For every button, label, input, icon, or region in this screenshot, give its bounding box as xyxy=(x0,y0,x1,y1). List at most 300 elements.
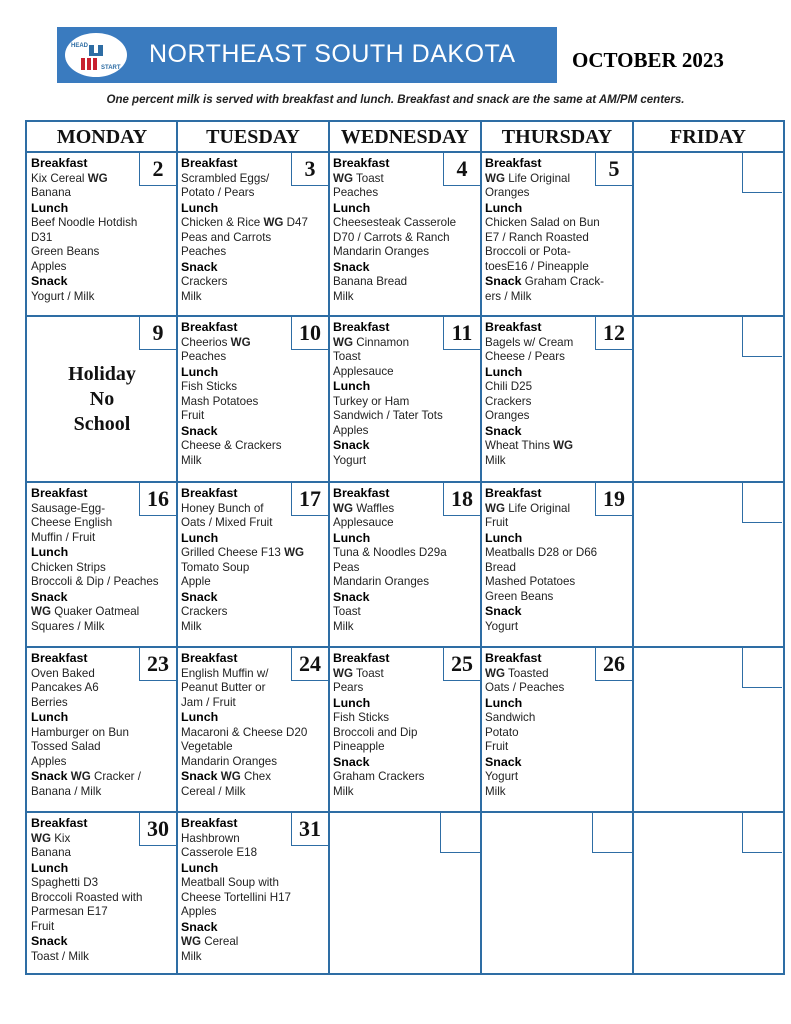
menu-line xyxy=(485,216,630,231)
menu-segment: Banana Bread xyxy=(333,275,408,288)
day-number: 30 xyxy=(139,813,176,846)
meal-heading: Lunch xyxy=(31,200,69,215)
menu-line xyxy=(485,486,630,502)
menu-line xyxy=(485,320,630,336)
menu-segment: Banana / Milk xyxy=(31,784,102,798)
meal-heading: Lunch xyxy=(485,364,523,379)
menu-segment: Fruit xyxy=(181,409,205,422)
meal-heading: Breakfast xyxy=(333,320,390,334)
menu-line xyxy=(31,920,174,935)
menu-line xyxy=(181,710,326,726)
menu-line xyxy=(181,156,326,172)
menu-line xyxy=(31,531,174,546)
menu-segment: Milk xyxy=(485,453,506,467)
menu-segment: Milk xyxy=(181,949,202,963)
menu-line xyxy=(485,516,630,531)
day-number: 4 xyxy=(443,153,480,186)
menu-line xyxy=(181,816,326,832)
empty-date-box xyxy=(592,813,632,853)
menu-line xyxy=(333,651,478,667)
menu-line xyxy=(485,409,630,424)
menu-segment: Cheese English xyxy=(31,516,113,529)
menu-segment: Grilled Cheese F13 xyxy=(181,546,285,559)
empty-date-box xyxy=(742,153,782,193)
menu-line xyxy=(485,290,630,305)
menu-line xyxy=(31,260,174,275)
day-number: 17 xyxy=(291,483,328,516)
menu-line xyxy=(333,681,478,696)
menu-line xyxy=(485,785,630,800)
menu-line xyxy=(31,216,174,231)
menu-line xyxy=(181,275,326,290)
menu-text xyxy=(181,156,326,304)
day-cell xyxy=(178,483,328,646)
menu-segment: Oats / Peaches xyxy=(485,681,565,694)
menu-text xyxy=(181,320,326,468)
menu-line xyxy=(181,891,326,906)
menu-line xyxy=(485,260,630,275)
menu-line xyxy=(31,755,174,770)
menu-text xyxy=(333,320,478,468)
meal-heading: Snack xyxy=(31,274,68,288)
whole-grain-tag: WG xyxy=(87,171,108,185)
menu-segment: Cheese Tortellini H17 xyxy=(181,890,291,904)
day-cell xyxy=(482,483,632,646)
day-number: 19 xyxy=(595,483,632,516)
menu-segment: Tuna & Noodles D29a xyxy=(333,546,447,559)
menu-text xyxy=(333,486,478,634)
menu-line xyxy=(485,231,630,246)
menu-segment: Cereal / Milk xyxy=(181,784,246,798)
whole-grain-tag: WG xyxy=(333,501,353,515)
menu-line xyxy=(181,726,326,741)
day-cell xyxy=(330,813,480,972)
menu-segment: Wheat Thins xyxy=(485,439,554,452)
menu-segment: Milk xyxy=(485,784,506,798)
whole-grain-tag: WG xyxy=(70,770,91,783)
menu-segment: Berries xyxy=(31,695,68,709)
menu-segment: Milk xyxy=(181,289,202,303)
menu-line xyxy=(31,832,174,847)
menu-line xyxy=(31,231,174,246)
meal-heading: Snack xyxy=(31,589,68,604)
meal-heading: Snack xyxy=(333,259,370,274)
menu-line xyxy=(485,651,630,667)
meal-heading: Breakfast xyxy=(333,651,390,665)
menu-line xyxy=(181,620,326,635)
menu-segment: Oats / Mixed Fruit xyxy=(181,516,273,529)
menu-segment: Graham Crack- xyxy=(521,275,604,288)
meal-heading: Lunch xyxy=(333,530,371,545)
meal-heading: Snack xyxy=(333,589,370,604)
menu-segment: Peanut Butter or xyxy=(181,681,266,694)
meal-heading: Snack xyxy=(333,438,370,452)
whole-grain-tag: WG xyxy=(333,666,353,680)
meal-heading: Breakfast xyxy=(333,486,390,500)
menu-segment: Apples xyxy=(31,754,67,768)
menu-line xyxy=(485,590,630,605)
day-cell xyxy=(330,153,480,315)
menu-line xyxy=(485,740,630,755)
holiday-line: Holiday xyxy=(68,363,136,385)
menu-segment: Tomato Soup xyxy=(181,560,250,574)
menu-line xyxy=(181,769,326,785)
day-header-friday: FRIDAY xyxy=(670,125,746,148)
menu-segment: Banana xyxy=(31,186,71,199)
whole-grain-tag: WG xyxy=(220,770,241,783)
menu-segment: Apple xyxy=(181,575,211,588)
menu-segment: Bagels w/ Cream xyxy=(485,335,574,349)
menu-segment: Broccoli and Dip xyxy=(333,725,418,739)
menu-line xyxy=(485,380,630,395)
menu-segment: Chicken & Rice xyxy=(181,216,264,229)
menu-segment: Yogurt xyxy=(333,453,367,467)
whole-grain-tag: WG xyxy=(284,546,305,559)
menu-line xyxy=(181,486,326,502)
menu-segment: Mashed Potatoes xyxy=(485,575,576,588)
menu-segment: Life Original xyxy=(504,171,571,185)
meal-heading: Snack xyxy=(181,919,218,934)
menu-segment: Crackers xyxy=(485,394,532,408)
menu-segment: Oranges xyxy=(485,186,530,199)
menu-line xyxy=(181,575,326,590)
menu-line xyxy=(333,696,478,712)
menu-line xyxy=(485,711,630,726)
day-number: 3 xyxy=(291,153,328,186)
menu-text xyxy=(485,320,630,468)
empty-date-box xyxy=(742,317,782,357)
meal-heading: Breakfast xyxy=(181,486,238,500)
menu-line xyxy=(333,711,478,726)
meal-heading: Snack xyxy=(485,754,522,769)
menu-segment: Jam / Fruit xyxy=(181,695,236,709)
menu-segment: Sandwich / Tater Tots xyxy=(333,409,443,422)
meal-heading: Snack xyxy=(181,589,218,604)
day-number: 5 xyxy=(595,153,632,186)
menu-segment: Toast xyxy=(352,171,384,185)
menu-line xyxy=(485,439,630,454)
whole-grain-tag: WG xyxy=(485,666,505,680)
menu-segment: Oven Baked xyxy=(31,666,95,680)
menu-segment: E7 / Ranch Roasted xyxy=(485,230,589,244)
meal-heading: Lunch xyxy=(31,710,69,724)
day-header-thursday: THURSDAY xyxy=(501,125,613,148)
menu-line xyxy=(333,726,478,741)
menu-line xyxy=(485,575,630,590)
menu-line xyxy=(485,561,630,576)
meal-heading: Lunch xyxy=(181,364,219,379)
menu-line xyxy=(333,320,478,336)
menu-line xyxy=(181,935,326,950)
meal-heading: Lunch xyxy=(485,695,523,710)
menu-line xyxy=(333,379,478,395)
menu-line xyxy=(31,769,174,785)
menu-segment: Peaches xyxy=(333,186,379,199)
menu-line xyxy=(181,920,326,936)
whole-grain-tag: WG xyxy=(263,216,284,229)
day-cell xyxy=(178,153,328,315)
menu-segment: Graham Crackers xyxy=(333,770,425,783)
menu-segment: Chex xyxy=(240,770,272,783)
menu-line xyxy=(333,395,478,410)
header-banner xyxy=(57,27,557,83)
day-cell xyxy=(634,483,782,646)
menu-segment: Toast xyxy=(352,666,384,680)
menu-line xyxy=(31,667,174,682)
menu-line xyxy=(31,201,174,217)
day-cell xyxy=(634,317,782,481)
menu-line xyxy=(181,409,326,424)
meal-heading: Lunch xyxy=(181,860,219,875)
menu-line xyxy=(333,502,478,517)
menu-line xyxy=(333,516,478,531)
menu-line xyxy=(333,424,478,439)
menu-line xyxy=(181,667,326,682)
menu-segment: Chicken Strips xyxy=(31,560,106,574)
day-number: 9 xyxy=(139,317,176,350)
day-number: 26 xyxy=(595,648,632,681)
menu-line xyxy=(485,424,630,440)
menu-segment: Scrambled Eggs/ xyxy=(181,171,270,185)
whole-grain-tag: WG xyxy=(31,605,51,618)
menu-line xyxy=(181,439,326,454)
day-header-wednesday: WEDNESDAY xyxy=(340,125,470,148)
menu-segment: Green Beans xyxy=(485,589,554,603)
menu-line xyxy=(333,409,478,424)
menu-segment: Milk xyxy=(333,289,354,303)
menu-line xyxy=(333,561,478,576)
menu-line xyxy=(181,454,326,469)
day-cell xyxy=(178,813,328,972)
menu-line xyxy=(181,605,326,620)
menu-segment: Toast xyxy=(333,605,361,618)
meal-heading: Breakfast xyxy=(333,156,390,170)
menu-segment: Meatball Soup with xyxy=(181,876,279,889)
page-title: NORTHEAST SOUTH DAKOTA xyxy=(149,40,516,68)
meal-heading: Breakfast xyxy=(485,156,542,170)
menu-segment: Honey Bunch of xyxy=(181,501,264,515)
menu-segment: Milk xyxy=(181,619,202,633)
menu-segment: D31 xyxy=(31,230,53,244)
meal-heading: Breakfast xyxy=(181,320,238,334)
calendar-grid xyxy=(25,120,785,975)
menu-line xyxy=(181,365,326,381)
menu-line xyxy=(485,681,630,696)
menu-segment: Chili D25 xyxy=(485,380,533,393)
meal-heading: Breakfast xyxy=(181,651,238,665)
day-number: 10 xyxy=(291,317,328,350)
menu-segment: Kix xyxy=(50,831,71,845)
menu-segment: Casserole E18 xyxy=(181,846,258,859)
meal-heading: Snack xyxy=(181,769,218,783)
menu-segment: Pineapple xyxy=(333,740,385,753)
menu-line xyxy=(31,561,174,576)
menu-segment: Fruit xyxy=(485,740,509,753)
menu-segment: Milk xyxy=(333,784,354,798)
menu-text xyxy=(181,816,326,964)
menu-segment: Toast / Milk xyxy=(31,949,89,963)
whole-grain-tag: WG xyxy=(485,171,505,185)
menu-segment: ers / Milk xyxy=(485,289,532,303)
menu-line xyxy=(333,290,478,305)
menu-segment: Mandarin Oranges xyxy=(181,754,278,768)
menu-line xyxy=(333,438,478,454)
day-number: 16 xyxy=(139,483,176,516)
menu-line xyxy=(31,785,174,800)
menu-line xyxy=(181,216,326,231)
meal-heading: Breakfast xyxy=(485,486,542,500)
menu-line xyxy=(333,620,478,635)
menu-line xyxy=(31,740,174,755)
menu-line xyxy=(181,336,326,351)
day-cell xyxy=(28,153,176,315)
menu-line xyxy=(333,575,478,590)
menu-segment: toesE16 / Pineapple xyxy=(485,259,589,273)
menu-text xyxy=(485,486,630,634)
menu-line xyxy=(333,605,478,620)
day-cell xyxy=(28,813,176,972)
day-header-monday: MONDAY xyxy=(56,125,148,148)
menu-line xyxy=(333,365,478,380)
menu-segment: Apples xyxy=(31,259,67,273)
meal-heading: Snack xyxy=(485,604,522,618)
menu-line xyxy=(181,290,326,305)
menu-line xyxy=(31,905,174,920)
whole-grain-tag: WG xyxy=(333,335,353,349)
menu-segment: Parmesan E17 xyxy=(31,905,108,918)
day-cell xyxy=(634,153,782,315)
menu-line xyxy=(333,454,478,469)
whole-grain-tag: WG xyxy=(181,935,201,948)
menu-segment: Muffin / Fruit xyxy=(31,530,96,544)
menu-line xyxy=(333,156,478,172)
menu-line xyxy=(31,861,174,877)
menu-segment: Apples xyxy=(181,905,217,918)
menu-segment: Beef Noodle Hotdish xyxy=(31,216,138,229)
menu-line xyxy=(333,486,478,502)
menu-line xyxy=(181,502,326,517)
menu-line xyxy=(333,350,478,365)
meal-heading: Lunch xyxy=(485,200,523,215)
menu-line xyxy=(333,770,478,785)
menu-line xyxy=(181,546,326,561)
menu-line xyxy=(31,710,174,726)
menu-line xyxy=(333,201,478,217)
menu-segment: Fruit xyxy=(485,516,509,529)
menu-line xyxy=(485,201,630,217)
menu-segment: Pancakes A6 xyxy=(31,681,99,694)
menu-line xyxy=(181,245,326,260)
menu-line xyxy=(333,216,478,231)
day-cell xyxy=(482,813,632,972)
menu-line xyxy=(181,231,326,246)
menu-segment: Milk xyxy=(181,453,202,467)
menu-note: One percent milk is served with breakfast and lunch. Breakfast and snack are the same at AM/PM centers. xyxy=(106,94,685,106)
menu-segment: Cheesesteak Casserole xyxy=(333,216,457,229)
menu-segment: Crackers xyxy=(181,275,228,288)
meal-heading: Snack xyxy=(485,274,522,288)
day-number: 25 xyxy=(443,648,480,681)
menu-line xyxy=(31,816,174,832)
month-title: OCTOBER 2023 xyxy=(572,48,724,72)
menu-segment: Mandarin Oranges xyxy=(333,245,430,258)
logo-bottom-text: START xyxy=(101,65,121,71)
day-number: 11 xyxy=(443,317,480,350)
menu-line xyxy=(333,590,478,606)
menu-segment: Vegetable xyxy=(181,740,233,753)
meal-heading: Snack xyxy=(333,754,370,769)
menu-segment: Yogurt xyxy=(485,770,519,783)
menu-line xyxy=(181,651,326,667)
menu-line xyxy=(181,740,326,755)
menu-line xyxy=(31,156,174,172)
meal-heading: Breakfast xyxy=(181,816,238,830)
menu-line xyxy=(485,395,630,410)
menu-line xyxy=(333,336,478,351)
meal-heading: Lunch xyxy=(181,530,219,545)
menu-line xyxy=(31,651,174,667)
day-cell xyxy=(330,317,480,481)
menu-line xyxy=(181,590,326,606)
menu-line xyxy=(333,755,478,771)
menu-segment: Waffles xyxy=(352,501,395,515)
menu-line xyxy=(485,186,630,201)
menu-segment: Oranges xyxy=(485,409,530,422)
menu-segment: D70 / Carrots & Ranch xyxy=(333,230,450,244)
menu-line xyxy=(333,531,478,547)
day-number: 12 xyxy=(595,317,632,350)
day-cell xyxy=(28,483,176,646)
menu-line xyxy=(485,172,630,187)
day-cell xyxy=(178,317,328,481)
menu-segment: Cinnamon xyxy=(352,335,410,349)
menu-line xyxy=(31,186,174,201)
menu-segment: Quaker Oatmeal xyxy=(50,605,140,618)
menu-line xyxy=(181,516,326,531)
menu-line xyxy=(333,172,478,187)
meal-heading: Lunch xyxy=(485,530,523,545)
menu-segment: Spaghetti D3 xyxy=(31,876,99,889)
menu-text xyxy=(485,651,630,799)
menu-segment: Applesauce xyxy=(333,364,394,378)
menu-line xyxy=(485,365,630,381)
empty-date-box xyxy=(742,648,782,688)
meal-heading: Breakfast xyxy=(485,320,542,334)
holiday-line: No xyxy=(89,388,115,410)
menu-line xyxy=(31,620,174,635)
menu-segment: Macaroni & Cheese D20 xyxy=(181,725,308,739)
menu-line xyxy=(181,696,326,711)
meal-heading: Breakfast xyxy=(31,651,88,665)
menu-segment: Peaches xyxy=(181,245,227,258)
menu-segment: Sandwich xyxy=(485,711,536,724)
meal-heading: Lunch xyxy=(333,200,371,215)
menu-text xyxy=(31,486,174,634)
menu-segment: Cheerios xyxy=(181,335,231,349)
meal-heading: Snack xyxy=(31,934,68,948)
menu-line xyxy=(31,696,174,711)
menu-line xyxy=(181,186,326,201)
empty-date-box xyxy=(742,813,782,853)
meal-heading: Breakfast xyxy=(31,816,88,830)
menu-line xyxy=(333,275,478,290)
menu-segment: Bread xyxy=(485,560,516,574)
menu-text xyxy=(485,156,630,304)
day-cell xyxy=(330,483,480,646)
menu-line xyxy=(485,531,630,547)
meal-heading: Lunch xyxy=(181,200,219,215)
menu-segment: Fish Sticks xyxy=(333,711,390,724)
